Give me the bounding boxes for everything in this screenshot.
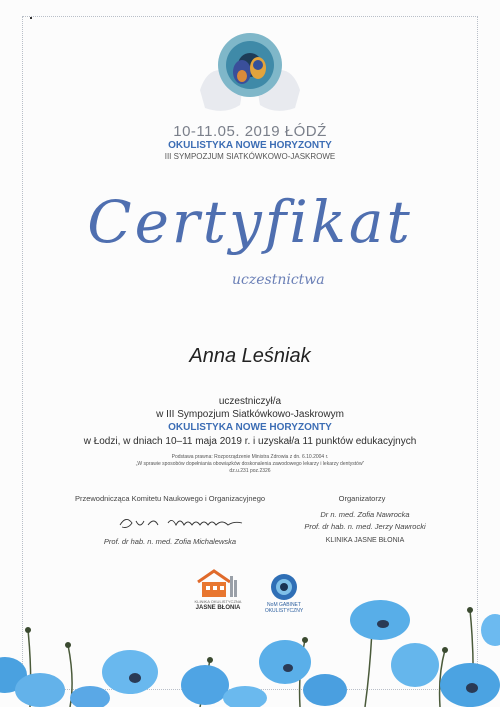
- eye-birds-logo: [190, 20, 310, 120]
- nm-logo-line-2: OKULISTYCZNY: [264, 608, 304, 614]
- event-dates: 10-11.05. 2019 ŁÓDŹ: [173, 123, 327, 140]
- organizer-name-1: Dr n. med. Zofia Nawrocka: [320, 510, 410, 519]
- left-signatory-role: Przewodnicząca Komitetu Naukowego i Organizacyjnego: [74, 494, 266, 503]
- legal-line-2: „W sprawie sposobów dopełniania obowiązków doskonalenia zawodowego lekarzy i lekarzy dentystów”: [135, 461, 365, 467]
- blue-poppies-decoration: [0, 590, 500, 707]
- body-line-4: w Łodzi, w dniach 10–11 maja 2019 r. i uzyskał/a 11 punktów edukacyjnych: [83, 436, 417, 447]
- corner-mark: [30, 17, 32, 19]
- legal-line-3: dz.u.231 poz.2326: [229, 468, 271, 474]
- left-signatory-name: Prof. dr hab. n. med. Zofia Michalewska: [103, 537, 237, 546]
- handwritten-signature: [118, 513, 248, 533]
- body-line-1: uczestniczył/a: [218, 396, 282, 407]
- organizer-name-2: Prof. dr hab. n. med. Jerzy Nawrocki: [304, 522, 426, 531]
- symposium-name: III SYMPOZJUM SIATKÓWKOWO-JASKROWE: [164, 152, 336, 161]
- jb-logo-main-text: JASNE BŁONIA: [195, 605, 241, 611]
- organizers-label: Organizatorzy: [338, 494, 386, 503]
- certificate-title: Certyfikat: [87, 188, 413, 256]
- body-line-3: OKULISTYKA NOWE HORYZONTY: [168, 422, 332, 433]
- legal-line-1: Podstawa prawna: Rozporządzenie Ministra Zdrowia z dn. 6.10.2004 r.: [171, 454, 329, 460]
- conference-name: OKULISTYKA NOWE HORYZONTY: [168, 140, 332, 151]
- body-line-2: w III Sympozjum Siatkówkowo-Jaskrowym: [156, 409, 344, 420]
- certificate-subtitle: uczestnictwa: [232, 272, 325, 288]
- jb-logo-small-text: KLINIKA OKULISTYCZNA: [194, 599, 242, 604]
- organizer-clinic: KLINIKA JASNE BŁONIA: [325, 537, 405, 544]
- nm-logo-line-1: NoM GABINET: [267, 602, 301, 608]
- participant-name: Anna Leśniak: [189, 345, 311, 367]
